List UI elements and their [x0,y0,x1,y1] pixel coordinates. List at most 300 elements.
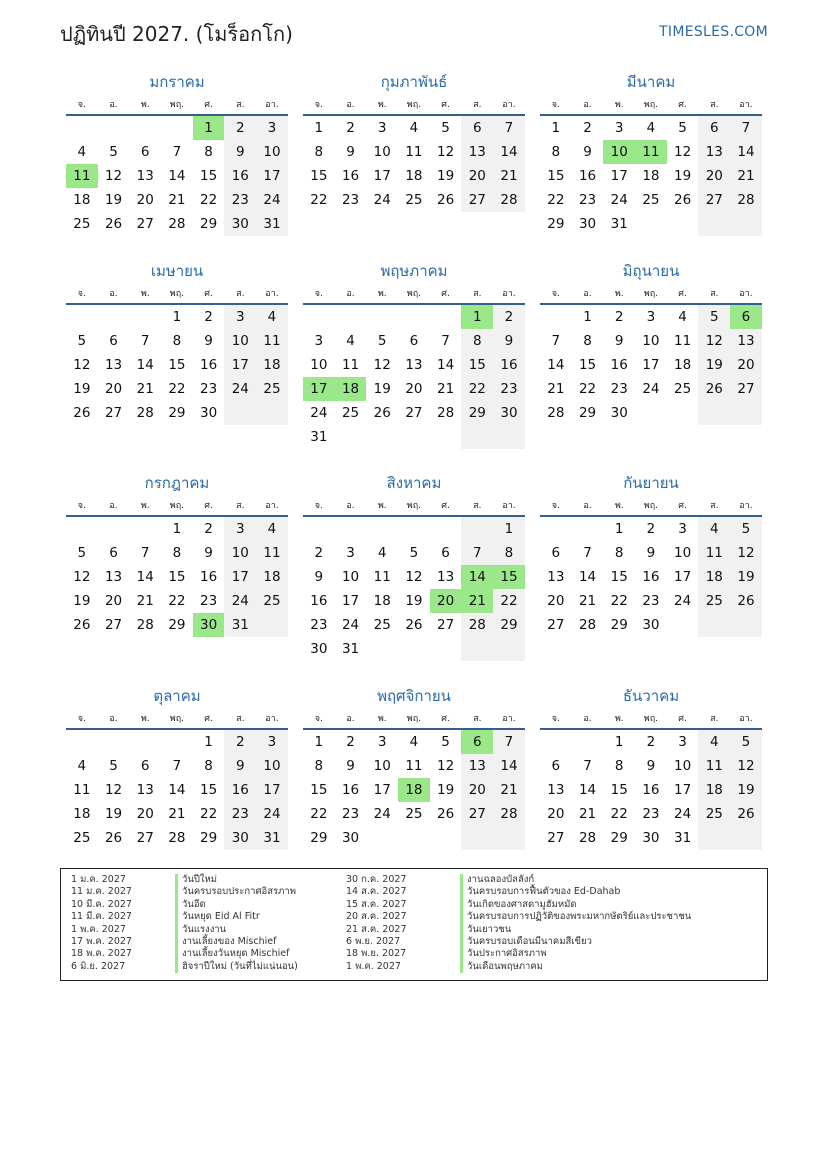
day-cell: 30 [493,401,525,425]
day-cell: 30 [200,405,218,421]
day-cell: 18 [642,168,660,184]
weekday-label: ศ. [678,289,687,299]
month-name: มิถุนายน [622,262,680,280]
month-block [540,259,762,425]
holiday-name: ฮิจราปีใหม่ (วันที่ไม่แน่นอน) [175,961,298,973]
day-cell: 12 [73,357,91,373]
day-cell: 1 [614,521,624,537]
day-cell: 7 [730,116,762,140]
empty-cell [398,425,430,449]
empty-cell [129,305,161,329]
empty-cell [398,517,430,541]
holiday-date: 1 ม.ค. 2027 [71,874,126,885]
holiday-date: 10 มี.ค. 2027 [71,898,132,910]
empty-cell [366,305,398,329]
day-cell: 8 [614,758,624,774]
holiday-day-cell: 30 [193,613,225,637]
day-cell: 18 [698,778,730,802]
day-cell: 27 [136,830,154,846]
weekday-label: จ. [314,714,323,724]
day-cell: 5 [409,545,419,561]
holiday-date: 1 พ.ค. 2027 [346,960,401,972]
month-name: ธันวาคม [622,687,680,705]
day-cell: 7 [172,144,182,160]
day-cell: 14 [437,357,455,373]
day-cell: 5 [109,144,118,160]
weekday-header [303,495,525,517]
day-cell: 14 [493,754,525,778]
day-cell: 23 [310,617,328,633]
weekday-label: ศ. [441,100,450,110]
day-cell: 8 [172,545,182,561]
empty-cell [256,401,288,425]
day-cell: 12 [104,782,123,798]
day-cell: 15 [547,168,565,184]
day-cell: 4 [256,305,288,329]
day-cell: 4 [77,144,87,160]
day-cell: 16 [224,164,256,188]
holiday-date: 18 พ.ค. 2027 [71,948,132,960]
day-cell: 5 [678,120,687,136]
day-cell: 22 [547,192,565,208]
day-cell: 3 [224,305,256,329]
empty-cell [493,425,525,449]
day-cell: 3 [678,521,687,537]
holiday-list [60,868,768,981]
month-name: สิงหาคม [386,474,442,492]
day-cell: 23 [341,192,360,208]
day-cell: 9 [646,758,656,774]
weekday-label: ส. [710,714,719,724]
day-cell: 18 [73,806,91,822]
weekday-label: พ. [140,714,150,724]
weekday-label: ศ. [441,501,450,511]
holiday-name: วันครบรอบประกาศอิสรภาพ [175,886,296,898]
day-cell: 25 [256,589,288,613]
day-cell: 6 [461,116,493,140]
day-cell: 5 [441,734,450,750]
day-cell: 29 [168,617,186,633]
holiday-name: วันหยุด Eid Al Fitr [175,911,260,923]
day-cell: 18 [373,593,391,609]
day-cell: 31 [341,641,360,657]
day-cell: 17 [674,782,692,798]
day-cell: 4 [698,730,730,754]
day-grid [303,517,525,661]
weekday-label: พฤ. [169,714,185,724]
day-cell: 11 [698,541,730,565]
day-cell: 1 [172,309,182,325]
day-cell: 26 [73,405,91,421]
holiday-name: วันเกิดของศาสดามูฮัมหมัด [460,899,577,911]
weekday-label: อ. [346,501,355,511]
day-cell: 3 [646,309,656,325]
brand-link[interactable]: TIMESLES.COM [659,24,768,40]
weekday-label: อา. [265,100,279,110]
day-cell: 9 [224,754,256,778]
day-cell: 21 [168,192,186,208]
empty-cell [493,637,525,661]
day-cell: 14 [168,782,186,798]
weekday-label: อา. [265,714,279,724]
day-cell: 19 [73,593,91,609]
day-cell: 6 [409,333,419,349]
day-cell: 9 [346,144,355,160]
holiday-name: วันครบรอบการฟื้นตัวของ Ed-Dahab [460,886,620,898]
day-cell: 5 [377,333,387,349]
day-cell: 2 [583,120,592,136]
empty-cell [461,517,493,541]
day-cell: 10 [642,333,660,349]
holiday-day-cell: 1 [193,116,225,140]
empty-cell [730,212,762,236]
day-cell: 16 [200,569,218,585]
day-cell: 17 [256,164,288,188]
day-cell: 12 [405,569,423,585]
day-cell: 5 [77,333,87,349]
holiday-row [71,961,298,973]
day-cell: 29 [547,216,565,232]
day-cell: 18 [256,353,288,377]
empty-cell [161,730,193,754]
holiday-date: 20 ส.ค. 2027 [346,911,407,923]
day-cell: 9 [204,333,213,349]
day-cell: 4 [77,758,87,774]
weekday-label: อ. [109,501,118,511]
day-cell: 7 [441,333,450,349]
day-cell: 7 [583,545,592,561]
day-cell: 11 [698,754,730,778]
holiday-day-cell: 11 [66,164,98,188]
day-cell: 19 [674,168,692,184]
empty-cell [256,613,288,637]
day-cell: 8 [461,329,493,353]
day-cell: 31 [610,216,628,232]
day-cell: 4 [256,517,288,541]
day-cell: 1 [172,521,182,537]
empty-cell [129,730,161,754]
empty-cell [398,826,430,850]
day-cell: 28 [578,617,597,633]
month-block [540,471,762,637]
empty-cell [335,305,367,329]
weekday-label: ส. [473,100,482,110]
day-cell: 15 [461,353,493,377]
day-cell: 14 [730,140,762,164]
weekday-label: อ. [109,100,118,110]
day-cell: 1 [314,120,324,136]
weekday-label: พ. [140,501,150,511]
holiday-day-cell: 1 [461,305,493,329]
weekday-label: อา. [739,100,753,110]
holiday-name: วันปีใหม่ [175,874,217,886]
day-cell: 25 [341,405,360,421]
day-cell: 21 [547,381,565,397]
day-cell: 8 [551,144,561,160]
day-cell: 8 [204,144,213,160]
weekday-label: ศ. [441,714,450,724]
day-cell: 23 [224,802,256,826]
day-cell: 6 [140,144,150,160]
day-cell: 19 [104,192,123,208]
holiday-date: 30 ก.ค. 2027 [346,874,407,885]
day-cell: 25 [698,589,730,613]
day-cell: 24 [256,188,288,212]
empty-cell [461,425,493,449]
day-cell: 23 [610,381,628,397]
day-cell: 2 [346,734,355,750]
day-grid [540,730,762,850]
day-cell: 26 [674,192,692,208]
weekday-label: อา. [265,501,279,511]
day-cell: 10 [256,754,288,778]
day-cell: 10 [310,357,328,373]
day-cell: 30 [578,216,597,232]
day-cell: 5 [441,120,450,136]
day-cell: 6 [551,545,561,561]
day-cell: 20 [461,778,493,802]
day-cell: 28 [136,405,154,421]
weekday-label: พ. [614,289,624,299]
day-cell: 28 [168,830,186,846]
day-cell: 14 [136,569,154,585]
day-cell: 2 [314,545,324,561]
day-cell: 23 [642,593,660,609]
day-cell: 29 [168,405,186,421]
day-cell: 12 [104,168,123,184]
day-cell: 16 [642,782,660,798]
day-cell: 7 [551,333,561,349]
day-grid [540,517,762,637]
day-cell: 10 [373,144,391,160]
day-cell: 22 [200,806,218,822]
weekday-label: พฤ. [643,714,659,724]
weekday-label: ศ. [204,289,213,299]
day-cell: 15 [310,168,328,184]
day-cell: 27 [730,377,762,401]
weekday-label: พ. [377,100,387,110]
empty-cell [366,826,398,850]
holiday-day-cell: 6 [730,305,762,329]
day-cell: 28 [547,405,565,421]
day-cell: 11 [256,541,288,565]
weekday-label: พ. [377,714,387,724]
day-cell: 17 [642,357,660,373]
day-cell: 12 [698,329,730,353]
day-cell: 17 [373,782,391,798]
day-cell: 16 [642,569,660,585]
day-cell: 4 [698,517,730,541]
day-cell: 19 [730,565,762,589]
empty-cell [129,116,161,140]
weekday-header [66,94,288,116]
day-cell: 25 [698,802,730,826]
day-cell: 19 [405,593,423,609]
day-cell: 16 [578,168,597,184]
day-cell: 7 [583,758,592,774]
day-cell: 31 [310,429,328,445]
day-cell: 20 [461,164,493,188]
day-cell: 26 [437,192,455,208]
day-cell: 13 [698,140,730,164]
day-cell: 24 [256,802,288,826]
day-cell: 16 [310,593,328,609]
weekday-label: ส. [236,501,245,511]
weekday-label: อ. [583,100,592,110]
weekday-label: อ. [109,714,118,724]
day-cell: 15 [310,782,328,798]
day-cell: 5 [698,305,730,329]
month-block [66,684,288,850]
weekday-label: ส. [473,501,482,511]
day-cell: 13 [461,754,493,778]
day-cell: 31 [674,830,692,846]
holiday-row [71,924,298,936]
holiday-row [346,899,691,911]
day-cell: 23 [200,593,218,609]
month-block [66,70,288,236]
day-cell: 3 [314,333,324,349]
day-cell: 9 [224,140,256,164]
day-cell: 26 [104,830,123,846]
day-cell: 27 [461,188,493,212]
day-cell: 22 [200,192,218,208]
empty-cell [398,637,430,661]
day-cell: 11 [256,329,288,353]
empty-cell [430,517,462,541]
day-cell: 19 [437,168,455,184]
month-block [66,259,288,425]
weekday-label: ศ. [678,501,687,511]
day-cell: 20 [730,353,762,377]
day-cell: 8 [172,333,182,349]
empty-cell [667,613,699,637]
day-cell: 8 [614,545,624,561]
holiday-row [346,936,691,948]
holiday-row [71,936,298,948]
day-cell: 30 [642,617,660,633]
day-cell: 27 [437,617,455,633]
weekday-label: อา. [502,100,516,110]
day-cell: 5 [77,545,87,561]
day-cell: 7 [140,333,150,349]
day-cell: 9 [204,545,213,561]
holiday-name: วันครบรอบเดือนมีนาคมสีเขียว [460,936,592,948]
day-cell: 20 [405,381,423,397]
weekday-label: ส. [473,714,482,724]
day-cell: 25 [73,216,91,232]
day-cell: 10 [674,545,692,561]
weekday-label: พฤ. [406,289,422,299]
weekday-label: พ. [614,100,624,110]
day-cell: 27 [405,405,423,421]
day-cell: 2 [493,305,525,329]
day-cell: 14 [578,782,597,798]
empty-cell [430,637,462,661]
day-cell: 8 [314,144,324,160]
day-cell: 23 [493,377,525,401]
holiday-day-cell: 18 [335,377,367,401]
day-grid [66,305,288,425]
day-cell: 26 [73,617,91,633]
day-cell: 29 [578,405,597,421]
weekday-label: อ. [346,714,355,724]
day-cell: 17 [610,168,628,184]
weekday-header [303,94,525,116]
weekday-label: พ. [377,289,387,299]
weekday-header [303,283,525,305]
day-cell: 14 [493,140,525,164]
day-cell: 21 [168,806,186,822]
empty-cell [66,517,98,541]
empty-cell [98,730,130,754]
weekday-label: ศ. [441,289,450,299]
weekday-header [66,495,288,517]
day-cell: 26 [698,377,730,401]
month-block [540,684,762,850]
day-cell: 11 [73,782,91,798]
day-cell: 8 [204,758,213,774]
day-cell: 2 [224,730,256,754]
day-cell: 12 [730,754,762,778]
weekday-header [66,283,288,305]
empty-cell [398,305,430,329]
weekday-label: พ. [614,501,624,511]
holiday-day-cell: 17 [303,377,335,401]
month-name: กรกฎาคม [144,474,210,492]
day-cell: 7 [172,758,182,774]
empty-cell [667,212,699,236]
day-cell: 15 [168,569,186,585]
holiday-day-cell: 20 [430,589,462,613]
day-cell: 17 [256,778,288,802]
day-cell: 24 [610,192,628,208]
day-cell: 10 [341,569,360,585]
empty-cell [366,425,398,449]
day-cell: 20 [104,593,123,609]
day-cell: 22 [610,593,628,609]
weekday-label: จ. [551,714,560,724]
day-cell: 10 [256,140,288,164]
holiday-column-left [71,874,298,973]
day-cell: 10 [373,758,391,774]
empty-cell [540,517,572,541]
day-cell: 22 [461,377,493,401]
day-cell: 30 [224,212,256,236]
day-cell: 17 [224,353,256,377]
day-cell: 1 [204,734,213,750]
day-cell: 13 [547,569,565,585]
day-cell: 9 [493,329,525,353]
weekday-label: พฤ. [169,501,185,511]
weekday-header [540,283,762,305]
holiday-date: 14 ส.ค. 2027 [346,886,407,898]
empty-cell [366,517,398,541]
day-cell: 30 [610,405,628,421]
weekday-label: ส. [236,289,245,299]
day-cell: 29 [200,830,218,846]
month-block [303,70,525,212]
day-cell: 6 [109,545,118,561]
day-cell: 25 [73,830,91,846]
day-cell: 12 [730,541,762,565]
empty-cell [730,401,762,425]
day-grid [303,730,525,850]
weekday-label: อา. [502,714,516,724]
month-name: เมษายน [150,262,204,280]
day-cell: 12 [373,357,391,373]
day-cell: 28 [168,216,186,232]
